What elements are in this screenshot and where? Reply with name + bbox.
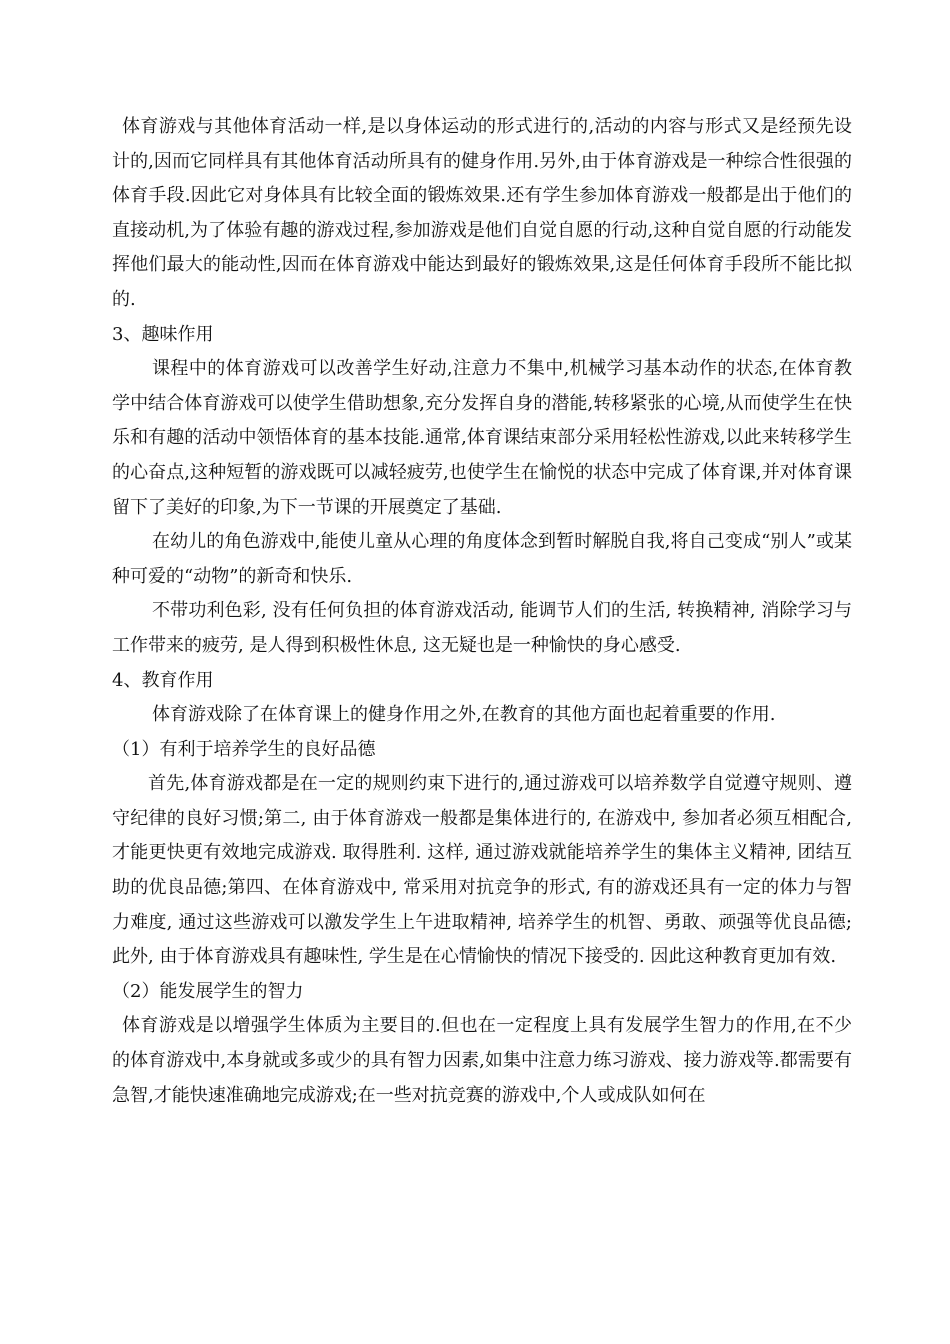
paragraph-fun-children: 在幼儿的角色游戏中,能使儿童从心理的角度体念到暂时解脱自我,将自己变成“别人”或某种可爱的“动物”的新奇和快乐. bbox=[112, 531, 852, 587]
paragraph-fun-course: 课程中的体育游戏可以改善学生好动,注意力不集中,机械学习基本动作的状态,在体育教学中结合体育游戏可以使学生借助想象,充分发挥自身的潜能,转移紧张的心境,从而使学生在快乐和有趣的活动中领悟体育的基本技能.通常,体育课结束部分采用轻松性游戏,以此来转移学生的心奋点,这种短暂的游戏既可以减轻疲劳,也使学生在愉悦的状态中完成了体育课,并对体育课留下了美好的印象,为下一节课的开展奠定了基础. bbox=[112, 358, 852, 518]
subheading-moral: （1）有利于培养学生的良好品德 bbox=[112, 738, 376, 760]
paragraph-education-intro: 体育游戏除了在体育课上的健身作用之外,在教育的其他方面也起着重要的作用. bbox=[152, 704, 776, 726]
paragraph-moral: 首先,体育游戏都是在一定的规则约束下进行的,通过游戏可以培养数学自觉遵守规则、遵守纪律的良好习惯;第二, 由于体育游戏一般都是集体进行的, 在游戏中, 参加者必须互相配合, 才能更快更有效地完成游戏. 取得胜利. 这样, 通过游戏就能培养学生的集体主义精神, 团结互助的优良品德;第四、在体育游戏中, 常采用对抗竞争的形式, 有的游戏还具有一定的体力与智力难度, 通过这些游戏可以激发学生上午进取精神, 培养学生的机智、勇敢、顽强等优良品德;此外, 由于体育游戏具有趣味性, 学生是在心情愉快的情况下接受的. 因此这种教育更加有效. bbox=[112, 773, 852, 968]
heading-education-effect: 4、教育作用 bbox=[112, 669, 214, 691]
subheading-intelligence: （2）能发展学生的智力 bbox=[112, 980, 304, 1002]
paragraph-intelligence: 体育游戏是以增强学生体质为主要目的.但也在一定程度上具有发展学生智力的作用,在不少的体育游戏中,本身就或多或少的具有智力因素,如集中注意力练习游戏、接力游戏等.都需要有急智,才能快速准确地完成游戏;在一些对抗竞赛的游戏中,个人或成队如何在 bbox=[112, 1015, 852, 1106]
paragraph-fun-rest: 不带功利色彩, 没有任何负担的体育游戏活动, 能调节人们的生活, 转换精神, 消除学习与工作带来的疲劳, 是人得到积极性休息, 这无疑也是一种愉快的身心感受. bbox=[112, 600, 852, 656]
paragraph-fitness-effect: 体育游戏与其他体育活动一样,是以身体运动的形式进行的,活动的内容与形式又是经预先设计的,因而它同样具有其他体育活动所具有的健身作用.另外,由于体育游戏是一种综合性很强的体育手段.因此它对身体具有比较全面的锻炼效果.还有学生参加体育游戏一般都是出于他们的直接动机,为了体验有趣的游戏过程,参加游戏是他们自觉自愿的行动,这种自觉自愿的行动能发挥他们最大的能动性,因而在体育游戏中能达到最好的锻炼效果,这是任何体育手段所不能比拟的. bbox=[112, 116, 852, 310]
heading-fun-effect: 3、趣味作用 bbox=[112, 323, 214, 345]
document-body bbox=[112, 110, 852, 1113]
